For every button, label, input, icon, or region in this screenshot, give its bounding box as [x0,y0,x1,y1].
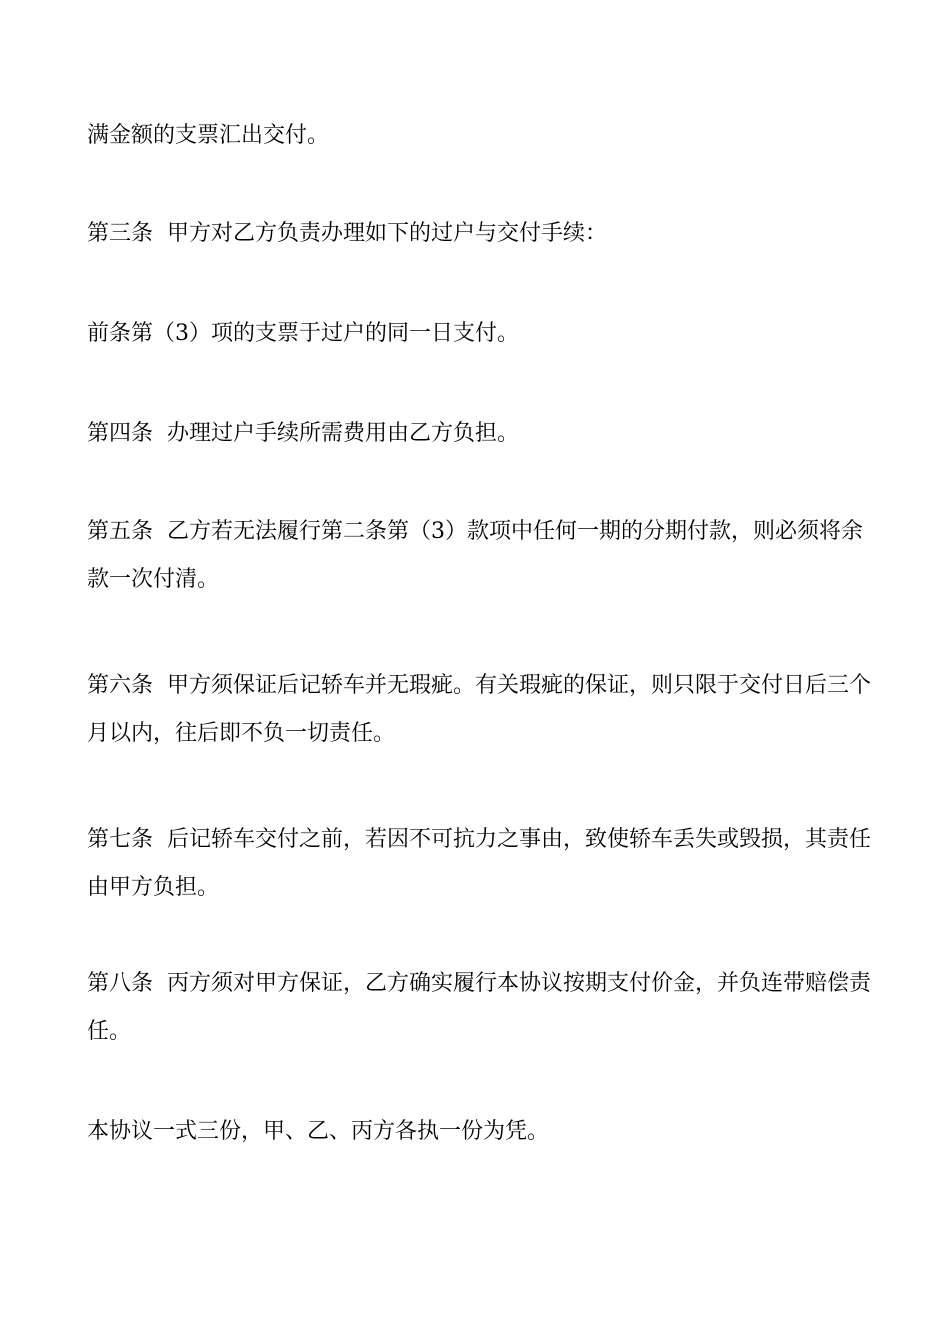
article-text: 甲方对乙方负责办理如下的过户与交付手续： [167,221,608,246]
article-7 [87,816,877,912]
article-number: 第八条 [87,971,154,996]
paragraph-text: 前条第（3）项的支票于过户的同一日支付。 [87,321,519,346]
paragraph-text: 本协议一式三份，甲、乙、丙方各执一份为凭。 [87,1119,550,1144]
article-4 [87,410,877,458]
article-text: 丙方须对甲方保证，乙方确实履行本协议按期支付价金，并负连带赔偿责任。 [87,971,872,1044]
article-text: 办理过户手续所需费用由乙方负担。 [167,421,520,446]
article-number: 第六条 [87,673,154,698]
paragraph-cheque-payment [87,310,877,358]
closing-statement [87,1108,877,1156]
paragraph-text: 满金额的支票汇出交付。 [87,123,330,148]
article-3 [87,210,877,258]
article-text: 后记轿车交付之前，若因不可抗力之事由，致使轿车丢失或毁损，其责任由甲方负担。 [87,827,872,900]
article-5 [87,508,877,604]
article-number: 第七条 [87,827,154,852]
article-text: 甲方须保证后记轿车并无瑕疵。有关瑕疵的保证，则只限于交付日后三个月以内，往后即不负一切责任。 [87,673,872,746]
article-number: 第四条 [87,421,154,446]
article-6 [87,662,877,758]
article-number: 第三条 [87,221,154,246]
article-8 [87,960,877,1056]
article-number: 第五条 [87,519,154,544]
article-text: 乙方若无法履行第二条第（3）款项中任何一期的分期付款，则必须将余款一次付清。 [87,519,864,592]
paragraph-continuation [87,112,877,160]
